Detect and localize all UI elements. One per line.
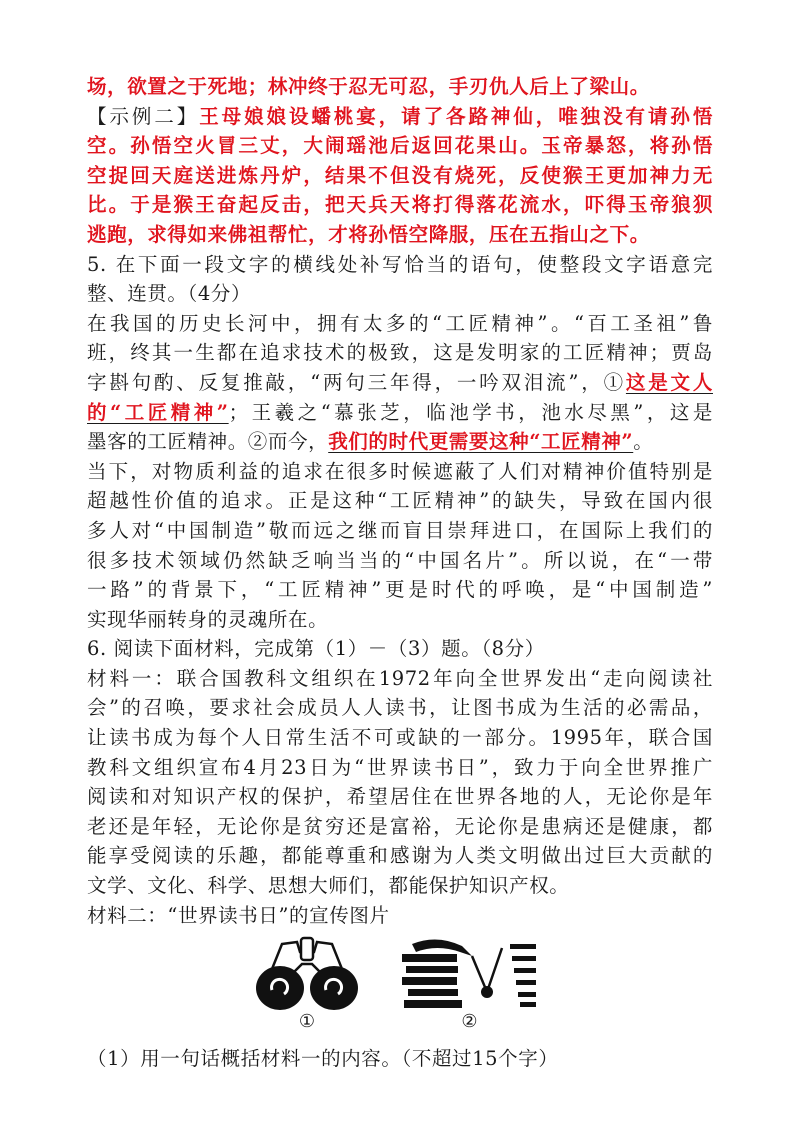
material1-line: 老还是年轻，无论你是贫穷还是富裕，无论你是患病还是健康，都 xyxy=(87,814,713,838)
answer-blank-1-cont[interactable]: 的“工匠精神” xyxy=(87,400,229,424)
q5-paragraph-line: 多人对“中国制造”敬而远之继而盲目崇拜进口，在国际上我们的 xyxy=(87,518,713,542)
material1-line: 阅读和对知识产权的保护，希望居住在世界各地的人，无论你是年 xyxy=(87,785,713,809)
material2-label: 材料二：“世界读书日”的宣传图片 xyxy=(87,903,390,927)
exam-page xyxy=(87,72,713,1074)
q5-prompt-2: 整、连贯。（4分） xyxy=(87,282,252,306)
figure-2-label: ② xyxy=(461,1011,478,1033)
q5-paragraph-line: 很多技术领域仍然缺乏响当当的“中国名片”。所以说，在“一带 xyxy=(87,548,713,572)
material1-line: 文学、文化、科学、思想大师们，都能保护知识产权。 xyxy=(87,874,570,898)
sub-question-1: （1）用一句话概括材料一的内容。（不超过15个字） xyxy=(87,1047,559,1071)
q5-paragraph-line: 超越性价值的追求。正是这种“工匠精神”的缺失，导致在国内很 xyxy=(87,489,713,513)
example2-line-5: 逃跑，求得如来佛祖帮忙，才将孙悟空降服，压在五指山之下。 xyxy=(87,222,650,246)
q6-prompt: 6. 阅读下面材料，完成第（1）－（3）题。（8分） xyxy=(87,637,545,661)
q5-prompt: 5. 在下面一段文字的横线处补写恰当的语句，使整段文字语意完 xyxy=(87,252,713,276)
answer-blank-2[interactable]: 我们的时代更需要这种“工匠精神” xyxy=(328,430,634,454)
example2-line-4: 比。于是猴王奋起反击，把天兵天将打得落花流水，吓得玉帝狼狈 xyxy=(87,193,713,217)
example2-label: 【示例二】 xyxy=(87,104,200,128)
figure-2 xyxy=(402,934,537,1032)
material1-line: 能享受阅读的乐趣，都能尊重和感谢为人类文明做出过巨大贡献的 xyxy=(87,844,713,868)
q5-paragraph-line: 的“工匠精神”；王羲之“慕张芝，临池学书，池水尽黑”，这是 xyxy=(87,400,714,424)
q5-paragraph-line: 一路”的背景下，“工匠精神”更是时代的呼唤，是“中国制造” xyxy=(87,578,713,602)
example1-tail: 场，欲置之于死地；林冲终于忍无可忍，手刃仇人后上了梁山。 xyxy=(87,75,650,98)
figure-1-label: ① xyxy=(298,1011,316,1033)
material1-line: 教科文组织宣布4月23日为“世界读书日”，致力于向全世界推广 xyxy=(87,755,713,779)
material1-line: 让读书成为每个人日常生活不可或缺的一部分。1995年，联合国 xyxy=(87,726,713,750)
q5-paragraph-line: 墨客的工匠精神。②而今，我们的时代更需要这种“工匠精神”。 xyxy=(87,430,654,454)
book-stack-reader-icon xyxy=(402,934,537,1012)
q5-paragraph-line: 当下，对物质利益的追求在很多时候遮蔽了人们对精神价值特别是 xyxy=(87,459,713,483)
figure-1 xyxy=(252,934,362,1032)
answer-blank-1[interactable]: 这是文人 xyxy=(625,370,713,394)
material1-line: 材料一：联合国教科文组织在1972年向全世界发出“走向阅读社 xyxy=(87,666,713,690)
example2-line-3: 空捉回天庭送进炼丹炉，结果不但没有烧死，反使猴王更加神力无 xyxy=(87,163,713,187)
example2-line-2: 空。孙悟空火冒三丈，大闹瑶池后返回花果山。玉帝暴怒，将孙悟 xyxy=(87,134,713,158)
binoculars-books-icon xyxy=(252,934,362,1012)
q5-paragraph-line: 字斟句酌、反复推敲，“两句三年得，一吟双泪流”，①这是文人 xyxy=(87,370,713,394)
promo-figures xyxy=(87,934,713,1044)
example2-line-1: 【示例二】王母娘娘设蟠桃宴，请了各路神仙，唯独没有请孙悟 xyxy=(87,104,713,128)
q5-paragraph-line: 实现华丽转身的灵魂所在。 xyxy=(87,607,329,631)
q5-paragraph-line: 班，终其一生都在追求技术的极致，这是发明家的工匠精神；贾岛 xyxy=(87,341,713,365)
material1-line: 会”的召唤，要求社会成员人人读书，让图书成为生活的必需品， xyxy=(87,696,713,720)
q5-paragraph-line: 在我国的历史长河中，拥有太多的“工匠精神”。“百工圣祖”鲁 xyxy=(87,311,713,335)
